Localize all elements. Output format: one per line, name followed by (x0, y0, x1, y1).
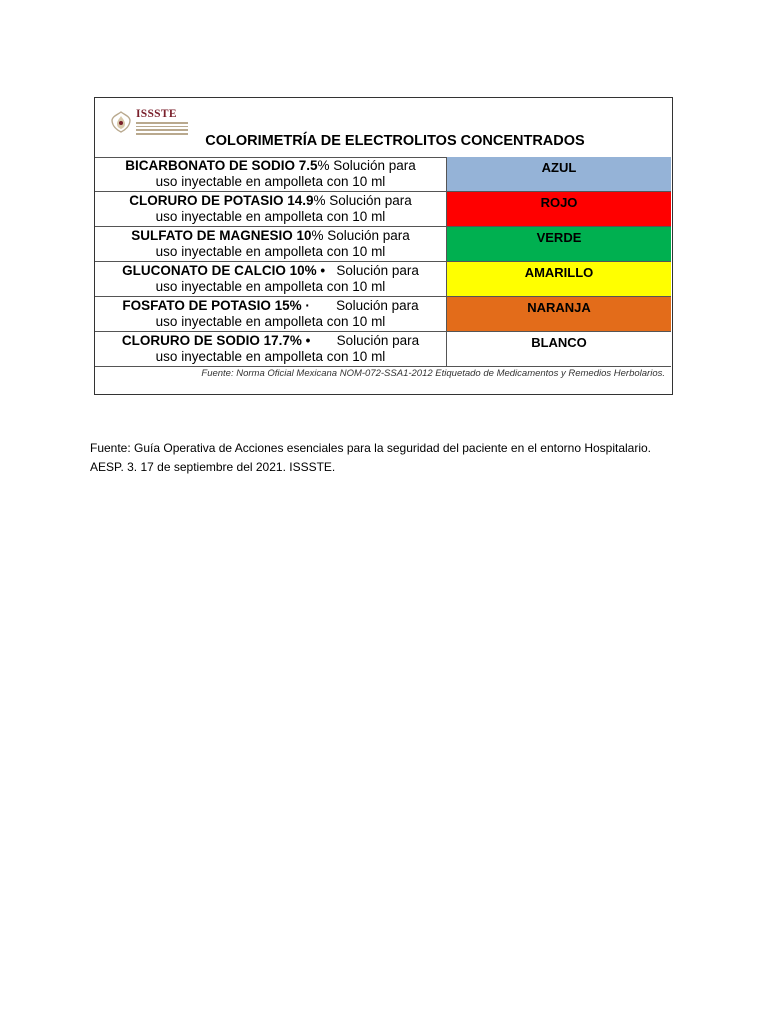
table-footnote: Fuente: Norma Oficial Mexicana NOM-072-SSA1-2012 Etiquetado de Medicamentos y Remedios Herbolarios. (201, 368, 665, 379)
electrolyte-name: BICARBONATO DE SODIO 7.5 (125, 158, 318, 173)
electrolyte-presentation: uso inyectable en ampolleta con 10 ml (155, 174, 386, 189)
color-cell (447, 262, 671, 296)
electrolyte-name-suffix: % Solución para (311, 228, 410, 243)
table-row (95, 262, 671, 297)
color-label: VERDE (536, 230, 582, 245)
color-cell (447, 192, 671, 226)
table-header (95, 98, 671, 158)
electrolyte-name: CLORURO DE SODIO 17.7% • (121, 333, 311, 348)
color-label: AMARILLO (524, 265, 594, 280)
electrolyte-presentation: uso inyectable en ampolleta con 10 ml (155, 279, 386, 294)
electrolyte-presentation: uso inyectable en ampolleta con 10 ml (155, 314, 386, 329)
electrolyte-name-suffix: % Solución para (313, 193, 412, 208)
electrolyte-description (95, 262, 447, 296)
table-row (95, 192, 671, 227)
source-line-2: AESP. 3. 17 de septiembre del 2021. ISSSTE. (90, 460, 336, 474)
electrolyte-description (95, 332, 447, 366)
color-label: BLANCO (531, 335, 587, 350)
electrolyte-description (95, 227, 447, 261)
color-cell (447, 157, 671, 191)
electrolyte-presentation: uso inyectable en ampolleta con 10 ml (155, 244, 386, 259)
electrolyte-name-suffix: % Solución para (317, 158, 416, 173)
color-cell (447, 332, 671, 366)
table-footnote-row (95, 367, 671, 394)
color-label: NARANJA (527, 300, 591, 315)
source-line-1: Fuente: Guía Operativa de Acciones esenciales para la seguridad del paciente en el entorno Hospitalario. (90, 441, 652, 455)
table-row (95, 227, 671, 262)
table-title: COLORIMETRÍA DE ELECTROLITOS CONCENTRADOS (205, 133, 585, 149)
electrolyte-description (95, 297, 447, 331)
electrolyte-name-suffix: Solución para (309, 298, 419, 313)
color-label: AZUL (541, 160, 577, 175)
electrolyte-description (95, 157, 447, 191)
issste-emblem-icon (109, 110, 133, 134)
color-cell (447, 227, 671, 261)
electrolyte-name: CLORURO DE POTASIO 14.9 (129, 193, 314, 208)
electrolyte-presentation: uso inyectable en ampolleta con 10 ml (155, 349, 386, 364)
electrolyte-color-table (94, 97, 673, 395)
electrolyte-name-suffix: Solución para (310, 333, 420, 348)
table-row (95, 297, 671, 332)
electrolyte-name: FOSFATO DE POTASIO 15% · (122, 298, 310, 313)
color-label: ROJO (540, 195, 578, 210)
logo-wordmark: ISSSTE (136, 108, 177, 120)
electrolyte-name: SULFATO DE MAGNESIO 10 (131, 228, 312, 243)
color-cell (447, 297, 671, 331)
electrolyte-name: GLUCONATO DE CALCIO 10% • (122, 263, 326, 278)
table-row (95, 157, 671, 192)
table-row (95, 332, 671, 367)
electrolyte-description (95, 192, 447, 226)
electrolyte-name-suffix: Solución para (325, 263, 419, 278)
source-citation (90, 439, 690, 477)
electrolyte-presentation: uso inyectable en ampolleta con 10 ml (155, 209, 386, 224)
